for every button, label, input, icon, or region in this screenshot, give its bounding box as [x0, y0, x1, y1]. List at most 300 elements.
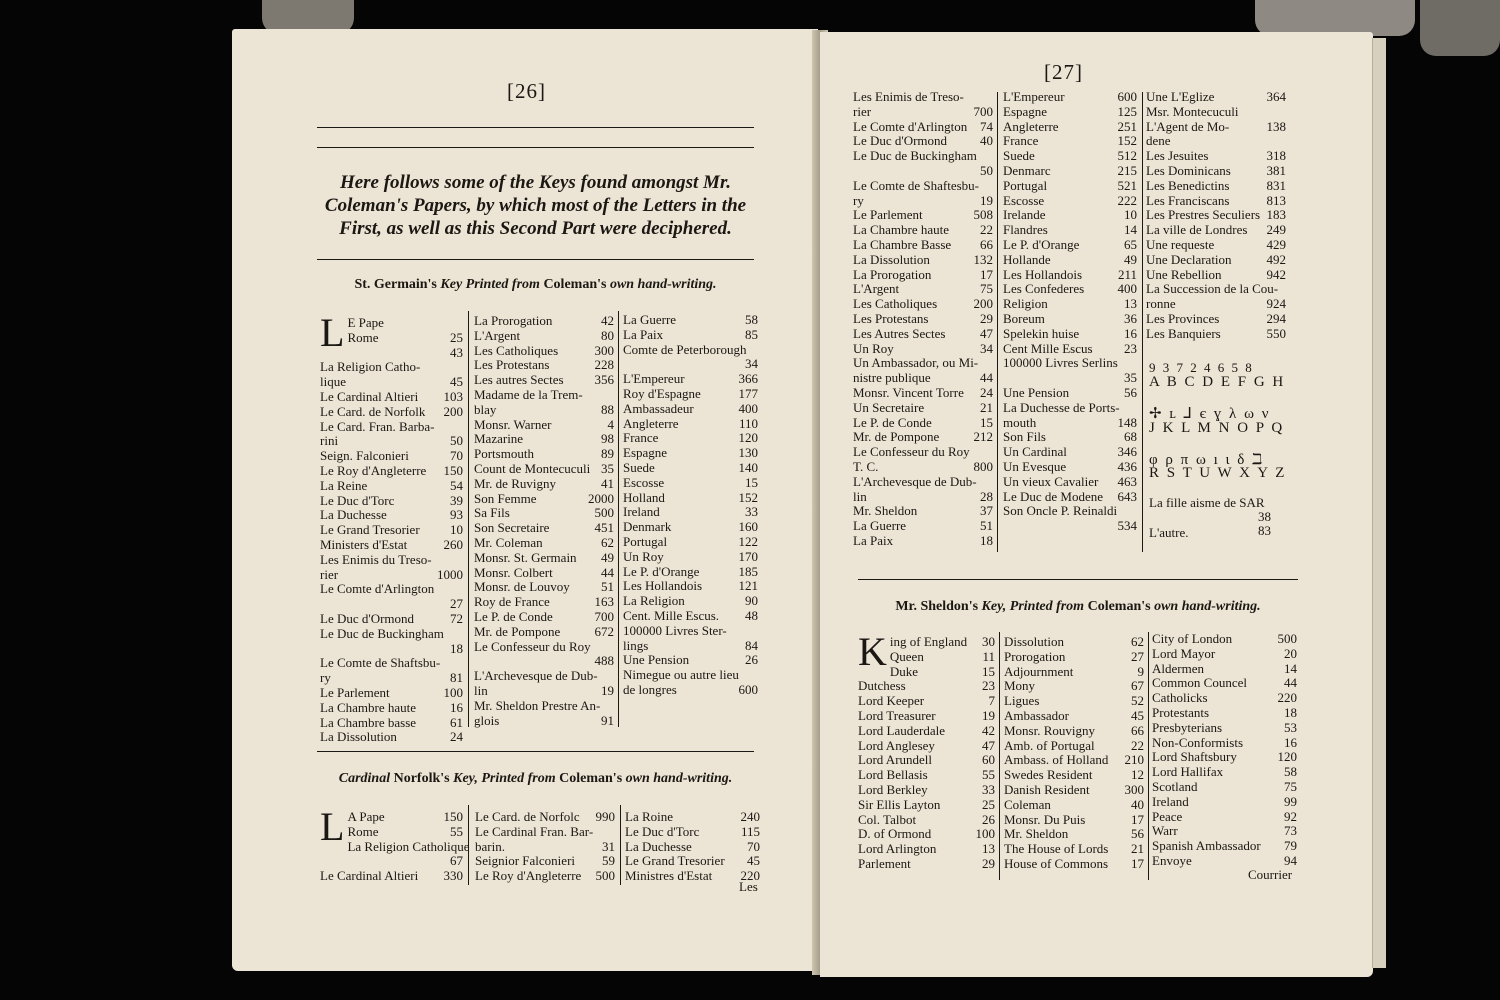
key-term: Un Secretaire [853, 399, 925, 415]
key-term: lin [474, 682, 488, 698]
key-term: Sa Fils [474, 505, 510, 521]
key-term: Catholicks [1152, 690, 1208, 706]
key-entry [474, 477, 614, 492]
key-number: 400 [1117, 281, 1137, 297]
key-term: Le Duc d'Torc [625, 823, 700, 839]
key-number: 451 [594, 520, 614, 536]
key-term: Le Comte d'Arlington [320, 581, 435, 597]
key-entry [858, 709, 995, 724]
norfolk-key-title: Cardinal Norfolk's Key, Printed from Coleman's own hand-writing. [338, 771, 733, 786]
key-number: 700 [973, 103, 993, 119]
key-entry [858, 842, 995, 857]
key-term: Les Franciscans [1146, 192, 1230, 208]
key-term: Amb. of Portugal [1004, 737, 1095, 753]
key-entry [853, 327, 993, 342]
key-term: ry [853, 192, 864, 208]
key-entry [320, 869, 463, 884]
key-entry [890, 650, 995, 665]
catchword: Les [739, 879, 758, 894]
key-entry [623, 594, 758, 609]
key-term: Protestants [1152, 704, 1210, 720]
key-term: Le Parlement [853, 207, 923, 223]
key-entry [623, 535, 758, 550]
key-entry [858, 813, 995, 828]
key-term: L'Empereur [1003, 89, 1065, 104]
key-entry [623, 387, 758, 402]
key-number: 60 [982, 752, 995, 768]
key-number: 26 [982, 811, 995, 827]
key-number: 49 [601, 549, 614, 565]
key-entry [320, 730, 463, 745]
key-term: Portugal [623, 533, 668, 549]
key-number: 500 [595, 868, 615, 884]
key-entry [320, 701, 463, 716]
key-number: 260 [443, 536, 463, 552]
key-term: Lord Arlington [858, 841, 937, 857]
key-term: dene [1146, 133, 1171, 149]
key-number: 56 [1131, 826, 1144, 842]
key-entry [347, 316, 463, 331]
key-term: Le Comte d'Arlington [853, 118, 968, 134]
key-term: Un Ambassador, ou Mi- [853, 355, 979, 371]
key-entry [1146, 282, 1286, 297]
key-entry [1003, 105, 1137, 120]
key-number: 200 [443, 403, 463, 419]
key-term: La Paix [623, 326, 664, 342]
key-term: blay [474, 401, 497, 417]
key-number: 990 [595, 809, 615, 824]
key-term: France [1003, 133, 1039, 149]
key-number: 42 [982, 722, 995, 738]
key-term: Mr. de Pompone [853, 429, 940, 445]
key-entry [1003, 223, 1137, 238]
key-number: 47 [982, 737, 995, 753]
key-entry [853, 208, 993, 223]
key-term: L'Empereur [623, 371, 685, 387]
key-entry [320, 405, 463, 420]
key-number: 75 [1284, 778, 1297, 794]
key-term: Holland [623, 489, 665, 505]
key-term: Rome [347, 329, 379, 345]
key-entry [1152, 721, 1297, 736]
key-number: 220 [740, 868, 760, 884]
key-entry [347, 838, 470, 855]
key-entry [1004, 798, 1144, 813]
key-entry [623, 357, 758, 372]
key-number: 16 [1284, 734, 1297, 750]
key-entry [1152, 691, 1297, 706]
key-entry [853, 238, 993, 253]
key-number: 19 [982, 707, 995, 723]
key-number: 15 [745, 474, 758, 490]
key-term: L'Argent [474, 327, 521, 343]
key-term: Les Prestres Seculiers [1146, 207, 1261, 223]
key-number: 34 [980, 340, 993, 356]
key-term: Le Cardinal Altieri [320, 388, 419, 404]
key-number: 211 [1117, 266, 1137, 282]
key-entry [623, 461, 758, 476]
key-term: Un Roy [623, 548, 664, 564]
key-number: 72 [450, 610, 463, 626]
key-entry [623, 402, 758, 417]
key-entry [474, 640, 614, 655]
key-number: 318 [1266, 148, 1286, 164]
key-number: 122 [738, 533, 758, 549]
fille-entry: La fille aisme de SAR [1149, 495, 1265, 510]
key-term: Le Card. de Norfolk [320, 403, 426, 419]
key-entry [1146, 194, 1286, 209]
key-entry [1152, 647, 1297, 662]
key-term: Les Confederes [1003, 281, 1085, 297]
key-term: T. C. [853, 458, 879, 474]
key-term: La Dissolution [320, 729, 397, 745]
key-term: Denmarc [1003, 162, 1051, 178]
key-entry [474, 506, 614, 521]
key-number: 51 [601, 579, 614, 595]
key-entry [1004, 650, 1144, 665]
sheldon-key-title: Mr. Sheldon's Key, Printed from Coleman's own hand-writing. [895, 599, 1261, 614]
key-term: Mr. de Ruvigny [474, 475, 556, 491]
key-entry [320, 375, 463, 390]
key-number: 492 [1266, 251, 1286, 267]
key-entry [1003, 401, 1137, 416]
continued-key-column-2 [1003, 90, 1137, 534]
key-number: 23 [982, 678, 995, 694]
key-number: 150 [443, 809, 463, 824]
key-entry [1003, 90, 1137, 105]
key-term: La Religion Catho- [320, 359, 421, 375]
key-entry [1003, 179, 1137, 194]
key-term: Mr. Coleman [474, 534, 543, 550]
key-number: 228 [594, 357, 614, 373]
key-term: Sir Ellis Layton [858, 796, 941, 812]
key-term: lin [853, 488, 867, 504]
key-number: 813 [1266, 192, 1286, 208]
key-term: ing of England [889, 634, 968, 649]
key-number: 56 [1124, 384, 1137, 400]
key-entry [1146, 253, 1286, 268]
key-number: 521 [1117, 177, 1137, 193]
key-entry [347, 825, 463, 840]
key-entry [853, 534, 993, 549]
key-entry [1146, 297, 1286, 312]
key-term: Les Enimis du Treso- [320, 551, 432, 567]
key-number: 28 [980, 488, 993, 504]
key-entry [1003, 430, 1137, 445]
key-entry [474, 551, 614, 566]
key-number: 100 [975, 826, 995, 842]
key-entry [623, 653, 758, 668]
key-number: 643 [1117, 488, 1137, 504]
key-number: 91 [601, 712, 614, 728]
key-number: 18 [450, 640, 463, 656]
key-term: La Religion [623, 593, 685, 609]
key-entry [475, 810, 615, 825]
key-entry [474, 595, 614, 610]
key-entry [858, 679, 995, 694]
key-entry [320, 479, 463, 494]
key-term: Angleterre [1003, 118, 1059, 134]
norfolk-key-column-1 [320, 804, 470, 884]
key-entry [1146, 238, 1286, 253]
key-term: Monsr. Colbert [474, 564, 553, 580]
key-entry [1003, 460, 1137, 475]
key-entry [474, 403, 614, 418]
key-entry [858, 827, 995, 842]
norfolk-key-column-3 [625, 810, 760, 884]
key-entry [320, 553, 463, 568]
key-number: 500 [1277, 631, 1297, 646]
key-number: 50 [980, 162, 993, 178]
key-number: 81 [450, 670, 463, 686]
key-term: Dutchess [858, 678, 906, 694]
autre-entry: L'autre. [1149, 525, 1189, 540]
key-number: 251 [1117, 118, 1137, 134]
key-entry [474, 432, 614, 447]
key-number: 130 [738, 445, 758, 461]
key-entry [1146, 223, 1286, 238]
key-term: La Chambre haute [320, 699, 417, 715]
key-term: Son Fils [1003, 429, 1046, 445]
key-number: 27 [450, 596, 463, 612]
key-term: rier [320, 566, 339, 582]
key-entry [474, 373, 614, 388]
key-entry [853, 312, 993, 327]
right-page [820, 32, 1373, 977]
key-number: 346 [1117, 444, 1137, 460]
key-entry [1146, 164, 1286, 179]
key-entry [475, 825, 615, 840]
key-number: 210 [1124, 752, 1144, 768]
key-term: Le P. de Conde [474, 608, 553, 624]
key-term: Les Hollandois [623, 578, 703, 594]
key-number: 800 [973, 458, 993, 474]
key-term: Monsr. Warner [474, 416, 552, 432]
key-entry [320, 671, 463, 686]
key-number: 15 [982, 663, 995, 679]
key-term: Portsmouth [474, 446, 534, 462]
key-entry [1003, 342, 1137, 357]
key-number: 132 [973, 251, 993, 267]
key-term: Denmark [623, 519, 672, 535]
key-entry [625, 854, 760, 869]
key-entry [858, 798, 995, 813]
key-number: 300 [594, 342, 614, 358]
key-term: Le Cardinal Altieri [320, 868, 419, 884]
key-term: La Guerre [853, 518, 907, 534]
key-term: Les Banquiers [1146, 325, 1221, 341]
key-number: 79 [1284, 838, 1297, 854]
key-entry [1003, 504, 1137, 519]
key-entry [320, 656, 463, 671]
key-term: Col. Talbot [858, 811, 917, 827]
key-entry [623, 446, 758, 461]
key-term: Ligues [1004, 693, 1040, 709]
key-number: 103 [443, 388, 463, 404]
key-term: Le Confesseur du Roy [853, 444, 970, 460]
key-number: 88 [601, 401, 614, 417]
key-term: Le Parlement [320, 684, 390, 700]
key-number: 170 [738, 548, 758, 564]
key-term: Le Grand Tresorier [320, 522, 420, 538]
key-term: Roy de France [474, 594, 550, 610]
key-entry [1004, 783, 1144, 798]
key-number: 51 [980, 518, 993, 534]
key-entry [320, 612, 463, 627]
key-term: Le Duc de Modene [1003, 488, 1103, 504]
key-number: 80 [601, 327, 614, 343]
key-number: 488 [594, 653, 614, 669]
key-number: 160 [738, 519, 758, 535]
key-number: 2000 [588, 490, 614, 506]
key-term: Espagne [623, 445, 668, 461]
key-entry [853, 356, 993, 371]
key-number: 73 [1284, 823, 1297, 839]
key-entry [320, 597, 463, 612]
key-term: Lord Hallifax [1152, 764, 1224, 780]
key-entry [1003, 268, 1137, 283]
key-number: 23 [1124, 340, 1137, 356]
key-entry [853, 282, 993, 297]
key-term: Lord Berkley [858, 781, 928, 797]
key-entry [320, 568, 463, 583]
key-number: 148 [1117, 414, 1137, 430]
key-term: Duke [889, 663, 919, 679]
key-number: 400 [738, 400, 758, 416]
key-entry [1152, 839, 1297, 854]
key-entry [858, 753, 995, 768]
key-number: 366 [738, 371, 758, 387]
key-term: D. of Ormond [858, 826, 932, 842]
key-number: 39 [450, 492, 463, 508]
key-entry [1003, 120, 1137, 135]
key-entry [474, 358, 614, 373]
key-term: Les Hollandois [1003, 266, 1083, 282]
key-term: Le Duc d'Torc [320, 492, 395, 508]
key-term: Spanish Ambassador [1152, 838, 1261, 854]
key-term: Ambass. of Holland [1004, 752, 1109, 768]
page-heading: Here follows some of the Keys found amongst Mr. Coleman's Papers, by which most of the Letters in the First, as well as this Second Part were deciphered. [324, 172, 747, 239]
key-term: Le Grand Tresorier [625, 853, 725, 869]
key-entry [1146, 149, 1286, 164]
key-term: ronne [1146, 296, 1176, 312]
st-germain-key-column-3 [623, 313, 758, 698]
key-term: Escosse [623, 474, 665, 490]
key-term: Un vieux Cavalier [1003, 473, 1099, 489]
key-number: 27 [1131, 648, 1144, 664]
key-entry [320, 508, 463, 523]
key-entry [1003, 445, 1137, 460]
key-number: 65 [1124, 236, 1137, 252]
key-term: Le P. d'Orange [1003, 236, 1080, 252]
key-term: Les Protestans [474, 357, 550, 373]
key-number: 200 [973, 296, 993, 312]
key-entry [474, 684, 614, 699]
key-entry [623, 328, 758, 343]
key-number: 185 [738, 563, 758, 579]
key-entry [475, 854, 615, 869]
key-entry [1003, 475, 1137, 490]
key-number: 61 [450, 714, 463, 730]
key-term: Un Roy [853, 340, 894, 356]
key-term: Hollande [1003, 251, 1051, 267]
key-number: 99 [1284, 793, 1297, 809]
key-entry [853, 164, 993, 179]
key-term: Le Card. de Norfolc [475, 809, 580, 824]
key-number: 68 [1124, 429, 1137, 445]
key-entry [1004, 768, 1144, 783]
key-term: de longres [623, 681, 677, 697]
key-term: La Succession de la Cou- [1146, 281, 1279, 297]
key-entry [474, 536, 614, 551]
page-number: [26] [507, 79, 546, 103]
key-number: 120 [1277, 749, 1297, 765]
key-entry [1003, 253, 1137, 268]
key-entry [890, 665, 995, 680]
key-term: Warr [1152, 823, 1178, 839]
key-number: 55 [450, 823, 463, 839]
cipher-letters-a-h: A B C D E F G H [1149, 374, 1286, 390]
key-number: 33 [982, 781, 995, 797]
key-term: Les Jesuites [1146, 148, 1209, 164]
key-number: 138 [1266, 118, 1286, 134]
key-term: Flandres [1003, 222, 1048, 238]
metal-clip-right [1255, 0, 1415, 36]
cipher-numbers: 9 3 7 2 4 6 5 8 [1149, 360, 1254, 375]
key-entry [1146, 134, 1286, 149]
key-number: 84 [745, 637, 758, 653]
key-term: Adjournment [1004, 663, 1074, 679]
key-entry [1004, 724, 1144, 739]
key-entry [320, 582, 463, 597]
key-entry [320, 686, 463, 701]
key-entry [858, 739, 995, 754]
key-entry [320, 854, 463, 869]
key-term: La Chambre basse [320, 714, 417, 730]
key-entry [1003, 312, 1137, 327]
key-term: Mazarine [474, 431, 524, 447]
key-entry [347, 810, 463, 825]
key-term: Boreum [1003, 310, 1045, 326]
left-page [232, 29, 818, 971]
key-term: Le Duc d'Ormond [320, 610, 415, 626]
key-number: 10 [450, 522, 463, 538]
key-entry [1004, 679, 1144, 694]
key-term: La Dissolution [853, 251, 930, 267]
key-term: La Chambre haute [853, 222, 950, 238]
key-entry [853, 401, 993, 416]
key-entry [1152, 750, 1297, 765]
key-number: 24 [980, 384, 993, 400]
key-number: 93 [450, 507, 463, 523]
key-number: 92 [1284, 808, 1297, 824]
key-term: La Prorogation [853, 266, 932, 282]
key-number: 12 [1131, 767, 1144, 783]
key-number: 33 [745, 504, 758, 520]
key-number: 59 [602, 853, 615, 869]
key-entry [623, 579, 758, 594]
key-number: 62 [601, 534, 614, 550]
key-entry [320, 420, 463, 435]
key-term: Le Card. Fran. Barba- [320, 418, 435, 434]
key-number: 24 [450, 729, 463, 745]
key-number: 48 [745, 607, 758, 623]
key-entry [1146, 312, 1286, 327]
key-number: 220 [1277, 690, 1297, 706]
key-term: 100000 Livres Serlins [1003, 355, 1118, 371]
key-term: Mr. Sheldon [853, 503, 918, 519]
key-entry [1152, 632, 1297, 647]
